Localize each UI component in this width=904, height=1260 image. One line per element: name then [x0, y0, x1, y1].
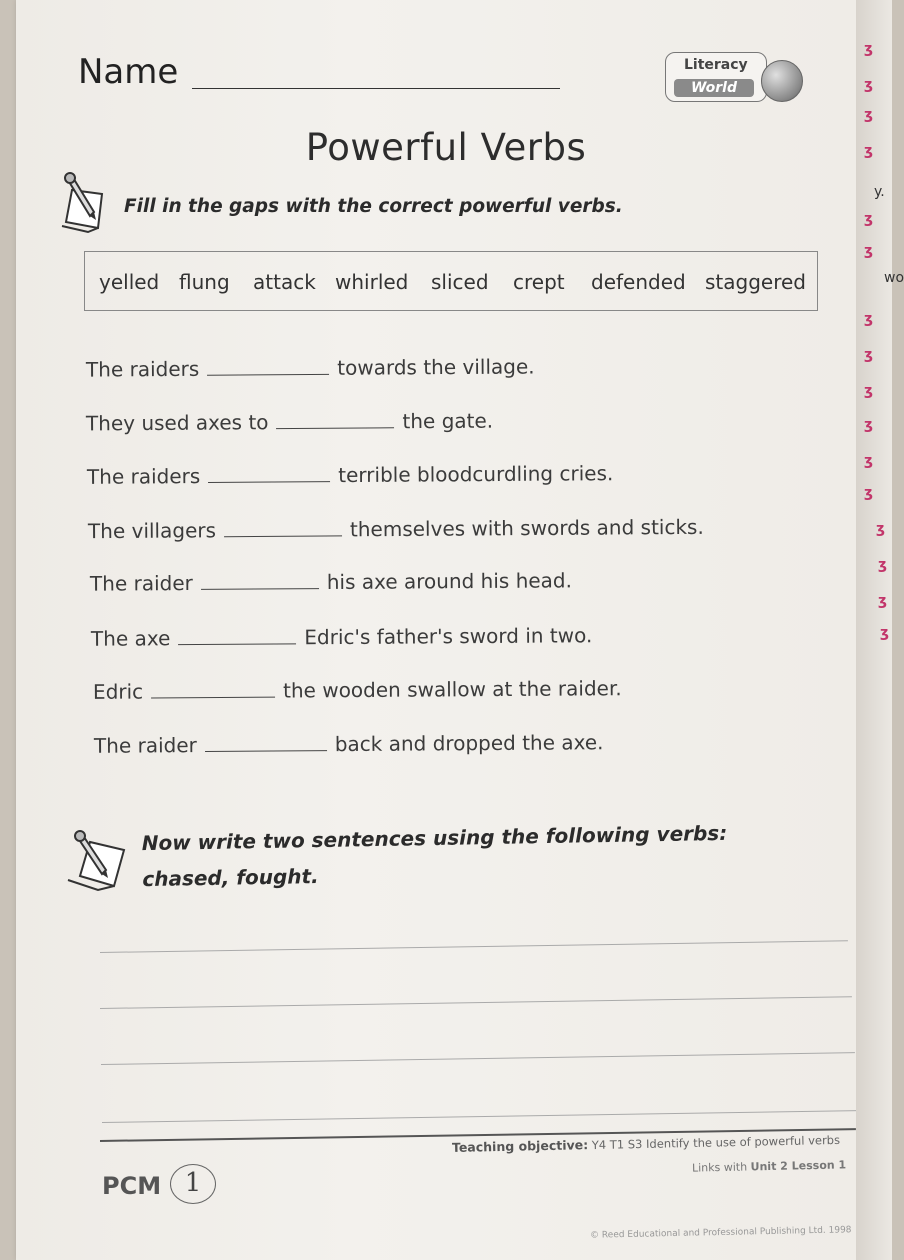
- links-unit: Unit 2 Lesson 1: [750, 1158, 847, 1174]
- sentence-end: the wooden swallow at the raider.: [283, 676, 622, 703]
- sentence-start: They used axes to: [85, 410, 269, 436]
- answer-blank[interactable]: [207, 373, 329, 376]
- sentence-end: his axe around his head.: [326, 568, 573, 595]
- pencil-writing-icon: [58, 172, 118, 234]
- sentence-start: The raider: [93, 733, 197, 758]
- links-with: [692, 1158, 846, 1174]
- spiral-binding-icon: ʒ: [876, 521, 885, 537]
- sentence-end: the gate.: [402, 408, 494, 434]
- sentence-start: Edric: [92, 679, 144, 704]
- next-page-fragment: wo: [884, 270, 904, 286]
- word-bank-item: attack: [253, 270, 316, 294]
- word-bank-item: staggered: [705, 270, 806, 294]
- spiral-binding-icon: ʒ: [864, 143, 873, 159]
- spiral-binding-icon: ʒ: [864, 77, 873, 93]
- pencil-writing-icon: [66, 828, 138, 890]
- spiral-binding-icon: ʒ: [864, 243, 873, 259]
- answer-blank[interactable]: [178, 642, 296, 645]
- spiral-binding-icon: ʒ: [864, 453, 873, 469]
- spiral-binding-icon: ʒ: [864, 383, 873, 399]
- spiral-binding-icon: ʒ: [864, 485, 873, 501]
- pcm-number: 1: [170, 1164, 216, 1204]
- gap-sentence: [93, 676, 622, 704]
- sentence-end: themselves with swords and sticks.: [349, 514, 704, 542]
- instruction-line-2: chased, fought.: [142, 864, 319, 892]
- word-bank-item: defended: [591, 270, 686, 294]
- logo-box: [665, 52, 767, 102]
- writing-line[interactable]: [100, 996, 852, 1009]
- globe-icon: [761, 60, 803, 102]
- sentence-start: The axe: [90, 626, 171, 651]
- spiral-binding-icon: ʒ: [864, 311, 873, 327]
- worksheet-page: [16, 0, 856, 1260]
- word-bank-item: sliced: [431, 270, 489, 294]
- word-bank: [84, 251, 818, 311]
- spiral-binding-icon: ʒ: [878, 593, 887, 609]
- word-bank-item: flung: [179, 270, 230, 294]
- writing-line[interactable]: [102, 1110, 858, 1123]
- instruction-write-sentences: [141, 815, 728, 897]
- gap-sentence: [90, 568, 572, 595]
- gap-sentence: [94, 730, 604, 758]
- word-bank-item: yelled: [99, 270, 160, 294]
- teaching-objective-text: Y4 T1 S3 Identify the use of powerful verbs: [591, 1132, 841, 1153]
- answer-blank[interactable]: [208, 480, 330, 483]
- answer-blank[interactable]: [201, 587, 319, 590]
- logo-world-text: World: [674, 79, 754, 97]
- instruction-fill-gaps: Fill in the gaps with the correct powerful verbs.: [124, 196, 623, 217]
- sentence-end: towards the village.: [337, 354, 535, 380]
- links-prefix: Links with: [691, 1160, 748, 1175]
- writing-line[interactable]: [100, 940, 848, 953]
- gap-sentence: [91, 623, 592, 650]
- sentence-end: back and dropped the axe.: [334, 730, 604, 757]
- writing-line[interactable]: [101, 1052, 855, 1065]
- sentence-start: The villagers: [87, 518, 217, 544]
- spiral-binding-icon: ʒ: [880, 625, 889, 641]
- spiral-binding-icon: ʒ: [864, 417, 873, 433]
- answer-blank[interactable]: [224, 534, 342, 537]
- word-bank-item: whirled: [335, 270, 409, 294]
- gap-sentence: [86, 409, 493, 436]
- name-label: Name: [78, 52, 179, 92]
- logo-literacy-text: Literacy: [684, 57, 748, 73]
- answer-blank[interactable]: [151, 696, 275, 699]
- sentence-start: The raiders: [85, 356, 200, 382]
- sentence-end: Edric's father's sword in two.: [304, 623, 593, 650]
- gap-sentence: [87, 461, 613, 489]
- teaching-objective-label: Teaching objective:: [451, 1137, 589, 1155]
- literacy-world-logo: [665, 52, 810, 104]
- instruction-line-1: Now write two sentences using the following verbs:: [141, 820, 728, 856]
- answer-blank[interactable]: [205, 749, 327, 752]
- page-title: Powerful Verbs: [305, 126, 587, 169]
- spiral-binding-icon: ʒ: [864, 41, 873, 57]
- sentence-start: The raiders: [86, 464, 201, 489]
- pcm-label: PCM: [102, 1172, 162, 1200]
- sentence-end: terrible bloodcurdling cries.: [338, 461, 614, 488]
- answer-blank[interactable]: [277, 426, 395, 429]
- copyright-notice: © Reed Educational and Professional Publishing Ltd. 1998: [589, 1225, 852, 1241]
- next-page-edge: [856, 0, 904, 1260]
- next-page-fragment: y.: [874, 184, 885, 200]
- sentence-start: The raider: [89, 570, 193, 596]
- spiral-binding-icon: ʒ: [864, 211, 873, 227]
- spiral-binding-icon: ʒ: [878, 557, 887, 573]
- gap-sentence: [88, 515, 704, 543]
- gap-sentence: [86, 354, 535, 381]
- name-input-line[interactable]: [192, 88, 560, 89]
- spiral-binding-icon: ʒ: [864, 107, 873, 123]
- word-bank-item: crept: [513, 270, 565, 294]
- spiral-binding-icon: ʒ: [864, 347, 873, 363]
